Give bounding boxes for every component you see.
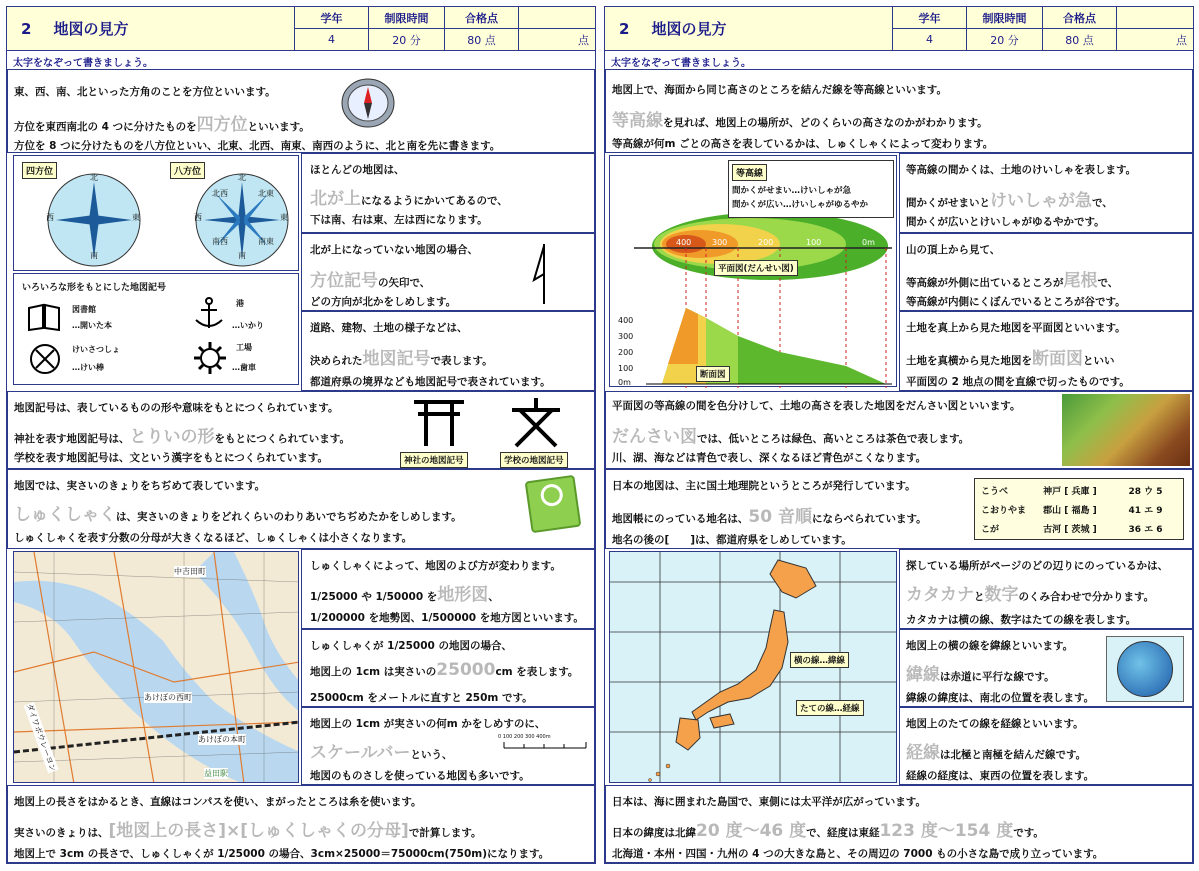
compass-icon [338, 78, 400, 128]
header [605, 7, 1193, 51]
instruction: 太字をなぞって書きましょう。 [611, 58, 751, 69]
time-value: 20 分 [990, 33, 1019, 47]
index-table [974, 478, 1184, 540]
text-line: 学校を表す地図記号は、文という漢字をもとにつくられています。 [14, 452, 328, 464]
east-label: 東 [132, 213, 140, 222]
library-desc: …開いた本 [72, 321, 112, 330]
text-line: 平面図の等高線の間を色分けして、土地の高さを表した地図をだんさい図といいます。 [612, 400, 1021, 412]
text-line: 道路、建物、土地の様子などは、 [310, 322, 468, 334]
pass-value: 80 点 [1065, 33, 1094, 47]
southwest-label: 南西 [212, 237, 228, 246]
text-line: 地図上で、海面から同じ高さのところを結んだ線を等高線といいます。 [612, 84, 947, 96]
section-relief-map [605, 391, 1193, 469]
text-line: 下は南、右は東、左は西になります。 [310, 214, 488, 226]
score-field[interactable]: 点 [578, 33, 589, 47]
northwest-label: 北西 [212, 189, 228, 198]
text-line: しゅくしゃくが 1/25000 の地図の場合、 [310, 640, 512, 652]
section-view-label: 断面図 [696, 366, 730, 382]
police-symbol-icon [28, 342, 62, 376]
contour-label: 0m [862, 238, 875, 247]
topographic-map [13, 551, 299, 783]
text-line: だんさい図では、低いところは緑色、高いところは茶色で表します。 [612, 427, 970, 447]
port-label: 港 [236, 299, 244, 308]
time-label: 制限時間 [967, 7, 1042, 29]
text-line: 川、湖、海などは青色で表し、深くなるほど青色がこくなります。 [612, 452, 927, 464]
section-japan-overview [605, 785, 1193, 863]
latitude-line-label: 横の線…緯線 [790, 652, 849, 668]
map-place-label: 益田駅 [204, 769, 228, 778]
text-line: 地図帳にのっている地名は、50 音順にならべられています。 [612, 507, 927, 527]
unit-number: 2 [21, 19, 32, 38]
grade-value: 4 [926, 33, 933, 46]
left-page [6, 6, 596, 864]
globe-image [1106, 636, 1184, 702]
text-line: 土地を真上から見た地図を平面図といいます。 [906, 322, 1126, 334]
map-place-label: あけぼの本町 [198, 735, 246, 744]
contour-label: 200 [758, 238, 774, 247]
police-desc: …けい棒 [72, 363, 104, 372]
time-label: 制限時間 [369, 7, 444, 29]
text-line: 等高線が内側にくぼんでいるところが谷です。 [906, 296, 1126, 308]
text-line: 緯線の緯度は、南北の位置を表します。 [906, 692, 1095, 704]
text-line: 方位を 8 つに分けたものを八方位といい、北東、北西、南東、南西のように、北と南を先に書きます。 [14, 140, 501, 152]
relief-map-image [1062, 394, 1190, 466]
text-line: 経線は北極と南極を結んだ線です。 [906, 743, 1087, 763]
section-map-symbols [301, 311, 595, 391]
text-line: 間かくがせまいとけいしゃが急で、 [906, 191, 1113, 211]
text-line: 地図上の長さをはかるとき、直線はコンパスを使い、まがったところは糸を使います。 [14, 796, 422, 808]
pass-label: 合格点 [1043, 7, 1116, 29]
section-north-up [301, 153, 595, 233]
map-symbols-box [13, 273, 299, 385]
text-line: 北が上になるようにかいてあるので、 [310, 189, 508, 209]
section-contour-interval [899, 153, 1193, 233]
contour-legend-gentle: 間かくが広い…けいしゃがゆるやか [732, 200, 869, 210]
section-latitude [899, 629, 1193, 707]
section-symbol-origin [7, 391, 595, 469]
southeast-label: 南東 [258, 237, 274, 246]
contour-label: 100 [806, 238, 822, 247]
east-label: 東 [280, 213, 288, 222]
factory-symbol-icon [192, 340, 228, 376]
map-place-label: ダイワボウレーヨン [24, 702, 58, 773]
grade-value: 4 [328, 33, 335, 46]
contour-legend-steep: 間かくがせまい…けいしゃが急 [732, 186, 852, 196]
text-line: 日本は、海に囲まれた島国で、東側には太平洋が広がっています。 [612, 796, 926, 808]
text-line: カタカナと数字のくみ合わせで分かります。 [906, 585, 1155, 605]
index-row [981, 481, 1177, 500]
plan-view-label: 平面図(だんせい図) [714, 260, 798, 276]
west-label: 西 [46, 213, 54, 222]
shrine-symbol-icon [410, 396, 468, 448]
text-line: 都道府県の境界なども地図記号で表されています。 [310, 376, 551, 388]
text-line: ほとんどの地図は、 [310, 164, 405, 176]
north-label: 北 [238, 173, 246, 182]
height-label: 300 [618, 332, 634, 341]
page-title: 地図の見方 [651, 20, 727, 38]
compass-diagram [13, 155, 299, 271]
four-directions-label: 四方位 [22, 162, 57, 179]
port-desc: …いかり [232, 321, 264, 330]
north-label: 北 [90, 173, 98, 182]
header [7, 7, 595, 51]
contour-diagram [609, 155, 897, 387]
page-title: 地図の見方 [53, 20, 129, 38]
text-line: どの方向が北かをしめします。 [310, 296, 457, 308]
text-line: 北が上になっていない地図の場合、 [310, 244, 478, 256]
index-cell: 41 エ 9 [1128, 506, 1163, 516]
school-caption: 学校の地図記号 [500, 452, 568, 468]
text-line: 方位記号の矢印で、 [310, 271, 431, 291]
map-book-icon [525, 475, 582, 533]
text-line: 1/25000 や 1/50000 を地形図、 [310, 585, 499, 605]
index-cell: こおりやま [981, 506, 1027, 516]
contour-label: 300 [712, 238, 728, 247]
text-line: 地図上の 1cm が実さいの何m かをしめすのに、 [310, 718, 546, 730]
text-line: 方位を東西南北の 4 つに分けたものを四方位といいます。 [14, 115, 310, 135]
section-scale-bar [301, 707, 595, 785]
eight-directions-label: 八方位 [170, 162, 205, 179]
text-line: 緯線は赤道に平行な線です。 [906, 665, 1055, 685]
index-cell: 36 エ 6 [1128, 525, 1163, 535]
height-label: 0m [618, 378, 631, 387]
section-contour-lines [605, 69, 1193, 153]
text-line: 経線の経度は、東西の位置を表します。 [906, 770, 1095, 782]
japan-map [609, 551, 897, 783]
section-scale [7, 469, 595, 549]
score-field[interactable]: 点 [1176, 33, 1187, 47]
height-label: 400 [618, 316, 634, 325]
northeast-label: 北東 [258, 189, 274, 198]
pass-label: 合格点 [445, 7, 518, 29]
index-row [981, 519, 1177, 538]
text-line: 土地を真横から見た地図を断面図といい [906, 349, 1115, 369]
text-line: 東、西、南、北といった方角のことを方位といいます。 [14, 86, 276, 98]
text-line: 平面図の 2 地点の間を直線で切ったものです。 [906, 376, 1130, 388]
section-scale-example [301, 629, 595, 707]
text-line: 日本の地図は、主に国土地理院というところが発行しています。 [612, 480, 916, 492]
height-label: 100 [618, 364, 634, 373]
section-grid-reference [899, 549, 1193, 629]
contour-label: 400 [676, 238, 692, 247]
text-line: 地図上の横の線を緯線といいます。 [906, 640, 1074, 652]
text-line: スケールバーという、 [310, 743, 453, 763]
section-direction-symbol [301, 233, 595, 311]
index-row [981, 500, 1177, 519]
index-cell: 神戸 [ 兵庫 ] [1043, 487, 1097, 497]
pass-value: 80 点 [467, 33, 496, 47]
school-symbol-icon [506, 396, 566, 448]
factory-label: 工場 [236, 343, 252, 352]
text-line: 地図記号は、表しているものの形や意味をもとにつくられています。 [14, 402, 339, 414]
text-line: しゅくしゃくを表す分数の分母が大きくなるほど、しゅくしゃくは小さくなります。 [14, 532, 413, 544]
text-line: しゅくしゃくによって、地図のよび方が変わります。 [310, 560, 561, 572]
map-place-label: あけぼの西町 [144, 693, 192, 702]
south-label: 南 [90, 251, 98, 260]
scale-bar-label: 0 100 200 300 400m [498, 734, 551, 740]
text-line: 等高線の間かくは、土地のけいしゃを表します。 [906, 164, 1137, 176]
text-line: 神社を表す地図記号は、とりいの形をもとにつくられています。 [14, 427, 350, 447]
contour-legend [728, 160, 894, 218]
text-line: しゅくしゃくは、実さいのきょりをどれくらいのわりあいでちぢめたかをしめします。 [14, 505, 462, 525]
text-line: 山の頂上から見て、 [906, 244, 1001, 256]
text-line: 決められた地図記号で表します。 [310, 349, 493, 369]
text-line: 探している場所がページのどの辺りにのっているかは、 [906, 560, 1169, 572]
section-distance [7, 785, 595, 863]
text-line: 等高線が何m ごとの高さを表しているかは、しゅくしゃくによって変わります。 [612, 138, 994, 150]
instruction: 太字をなぞって書きましょう。 [13, 58, 153, 69]
factory-desc: …歯車 [232, 363, 256, 372]
text-line: カタカナは横の線、数字はたての線を表します。 [906, 614, 1137, 626]
text-line: 地図上で 3cm の長さで、しゅくしゃくが 1/25000 の場合、3cm×25000＝75000cm(750m)になります。 [14, 848, 550, 860]
index-cell: 古河 [ 茨城 ] [1043, 525, 1097, 535]
section-map-types [301, 549, 595, 629]
library-label: 図書館 [72, 305, 96, 314]
section-atlas-index [605, 469, 1193, 549]
text-line: 地図上の 1cm は実さいの25000cm を表します。 [310, 660, 579, 680]
contour-legend-title: 等高線 [732, 164, 767, 181]
west-label: 西 [194, 213, 202, 222]
grade-label: 学年 [893, 7, 966, 29]
shrine-caption: 神社の地図記号 [400, 452, 468, 468]
library-symbol-icon [26, 302, 62, 332]
longitude-line-label: たての線…経線 [796, 700, 864, 716]
grade-label: 学年 [295, 7, 368, 29]
section-longitude [899, 707, 1193, 785]
south-label: 南 [238, 251, 246, 260]
index-cell: 郡山 [ 福島 ] [1043, 506, 1097, 516]
text-line: 地図上のたての線を経線といいます。 [906, 718, 1084, 730]
symbols-title: いろいろな形をもとにした地図記号 [22, 283, 167, 293]
text-line: 等高線が外側に出ているところが尾根で、 [906, 271, 1119, 291]
section-ridge-valley [899, 233, 1193, 311]
map-place-label: 中吉田町 [174, 567, 206, 576]
text-line: 日本の緯度は北緯20 度～46 度で、経度は東経123 度～154 度です。 [612, 821, 1044, 841]
text-line: 地図のものさしを使っている地図も多いです。 [310, 770, 530, 782]
right-page [604, 6, 1194, 864]
index-cell: こが [981, 525, 1000, 535]
text-line: 1/200000 を地勢図、1/500000 を地方図といいます。 [310, 612, 584, 624]
port-symbol-icon [192, 296, 226, 332]
text-line: 等高線を見れば、地図上の場所が、どのくらいの高さなのかがわかります。 [612, 111, 988, 131]
text-line: 地図では、実さいのきょりをちぢめて表しています。 [14, 480, 266, 492]
height-label: 200 [618, 348, 634, 357]
section-plan-section [899, 311, 1193, 391]
index-cell: こうべ [981, 487, 1009, 497]
index-cell: 28 ウ 5 [1128, 487, 1163, 497]
north-arrow-icon [528, 240, 558, 306]
police-label: けいさつしょ [72, 345, 120, 354]
text-line: 地名の後の[ ]は、都道府県をしめしています。 [612, 534, 852, 546]
text-line: 間かくが広いとけいしゃがゆるやかです。 [906, 216, 1105, 228]
text-line: 北海道・本州・四国・九州の 4 つの大きな島と、その周辺の 7000 もの小さな島で成り立っています。 [612, 848, 1104, 860]
time-value: 20 分 [392, 33, 421, 47]
text-line: 25000cm をメートルに直すと 250m です。 [310, 692, 533, 704]
section-directions [7, 69, 595, 153]
text-line: 実さいのきょりは、[地図上の長さ]×[しゅくしゃくの分母]で計算します。 [14, 821, 482, 841]
unit-number: 2 [619, 19, 630, 38]
